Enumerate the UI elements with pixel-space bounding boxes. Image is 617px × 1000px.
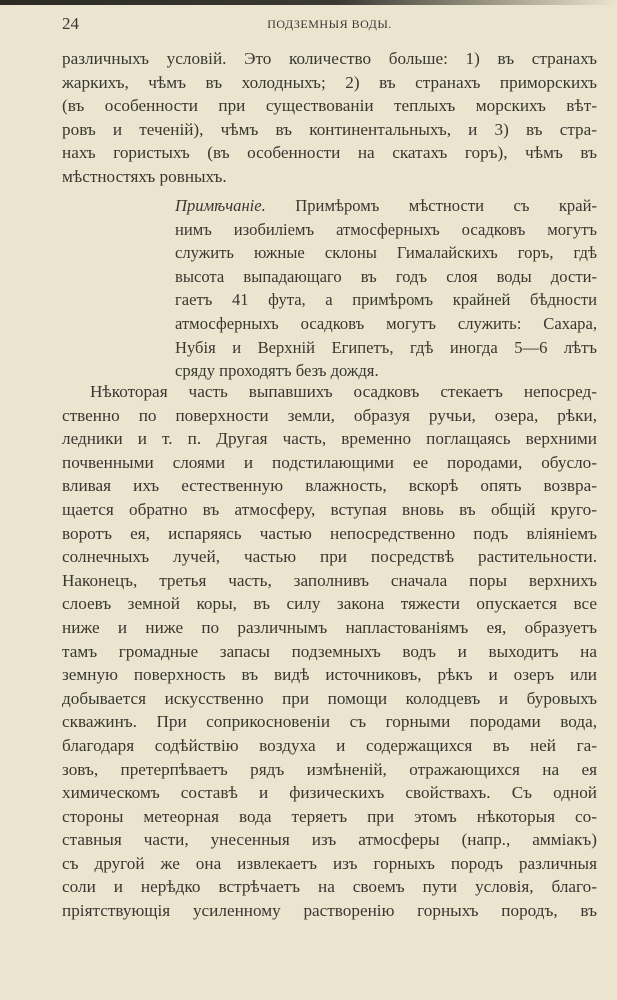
text-line: соли и нерѣдко встрѣчаетъ на своемъ пути условія, благо- xyxy=(62,877,597,897)
text-line: слоевъ земной коры, въ силу закона тяжести опускается все xyxy=(62,594,597,614)
text-line: солнечныхъ лучей, частью при посредствѣ растительности. xyxy=(62,547,597,567)
text-line: скважинъ. При соприкосновеніи съ горными породами вода, xyxy=(62,712,597,732)
text-line: жаркихъ, чѣмъ въ холодныхъ; 2) въ странахъ приморскихъ xyxy=(62,72,597,92)
note-block xyxy=(175,194,597,383)
text-line: щается обратно въ атмосферу, вступая вновь въ общій круго- xyxy=(62,499,597,519)
text-line: ровъ и теченій), чѣмъ въ континентальныхъ, и 3) въ стра- xyxy=(62,119,597,139)
text-line: съ другой же она извлекаетъ изъ горныхъ породъ различныя xyxy=(62,853,597,873)
text-line: химическомъ составѣ и физическихъ свойствахъ. Съ одной xyxy=(62,783,597,803)
note-label: Примѣчаніе. xyxy=(175,196,266,215)
paragraph-1 xyxy=(62,47,597,189)
running-title: ПОДЗЕМНЫЯ ВОДЫ. xyxy=(267,17,392,31)
text-line: (въ особенности при существованіи теплыхъ морскихъ вѣт- xyxy=(62,96,597,116)
text-line: нимъ изобиліемъ атмосферныхъ осадковъ могутъ xyxy=(175,219,597,239)
text-line: земную поверхность въ видѣ источниковъ, рѣкъ и озеръ или xyxy=(62,665,597,685)
text-line: Наконецъ, третья часть, заполнивъ сначала поры верхнихъ xyxy=(62,570,597,590)
text-line: нахъ гористыхъ (въ особенности на скатахъ горъ), чѣмъ въ xyxy=(62,143,597,163)
page-edge xyxy=(0,0,617,5)
text-line: ставныя части, унесенныя изъ атмосферы (напр., амміакъ) xyxy=(62,830,597,850)
text-line: стороны метеорная вода теряетъ при этомъ нѣкоторыя со- xyxy=(62,806,597,826)
text-line: Нѣкоторая часть выпавшихъ осадковъ стекаетъ непосред- xyxy=(90,382,597,401)
text-line: гаетъ 41 фута, а примѣромъ крайней бѣдности xyxy=(175,290,597,310)
text-line: благодаря содѣйствію воздуха и содержащихся въ ней га- xyxy=(62,735,597,755)
text-line: почвенными слоями и подстилающими ее породами, обусло- xyxy=(62,452,597,472)
text-line: высота выпадающаго въ годъ слоя воды дости- xyxy=(175,266,597,286)
text-line: различныхъ условій. Это количество больше: 1) въ странахъ xyxy=(62,49,597,68)
text-line: мѣстностяхъ ровныхъ. xyxy=(62,166,227,186)
text-line: пріятствующія усиленному раствоpенію горныхъ породъ, въ xyxy=(62,901,597,921)
text-line: Нубія и Верхній Египетъ, гдѣ иногда 5—6 лѣтъ xyxy=(175,337,597,357)
text-line: служить южные склоны Гималайскихъ горъ, гдѣ xyxy=(175,243,597,263)
text-line: сряду проходятъ безъ дождя. xyxy=(175,361,379,381)
text-line: зовъ, претерпѣваетъ рядъ измѣненій, отражающихся на ея xyxy=(62,759,597,779)
page-number: 24 xyxy=(62,14,79,33)
page-header xyxy=(62,14,597,36)
text-line: воротъ ея, испаряясь частью непосредственно подъ вліяніемъ xyxy=(62,523,597,543)
text-line: ственно по поверхности земли, образуя ручьи, озера, рѣки, xyxy=(62,405,597,425)
text-line: тамъ громадные запасы подземныхъ водъ и выходитъ на xyxy=(62,641,597,661)
note-line: Примѣчаніе. Примѣромъ мѣстности съ край- xyxy=(175,196,597,215)
paragraph-2 xyxy=(62,380,597,923)
text-line: ледники и т. п. Другая часть, временно поглащаясь верхними xyxy=(62,429,597,449)
text-line: вливая ихъ естественную влажность, вскорѣ опять возвра- xyxy=(62,476,597,496)
text-line: добывается искусственно при помощи колодцевъ и буровыхъ xyxy=(62,688,597,708)
text-line: ниже и ниже по различнымъ напластованіямъ ея, образуетъ xyxy=(62,617,597,637)
text-line: атмосферныхъ осадковъ могутъ служить: Сахара, xyxy=(175,313,597,333)
